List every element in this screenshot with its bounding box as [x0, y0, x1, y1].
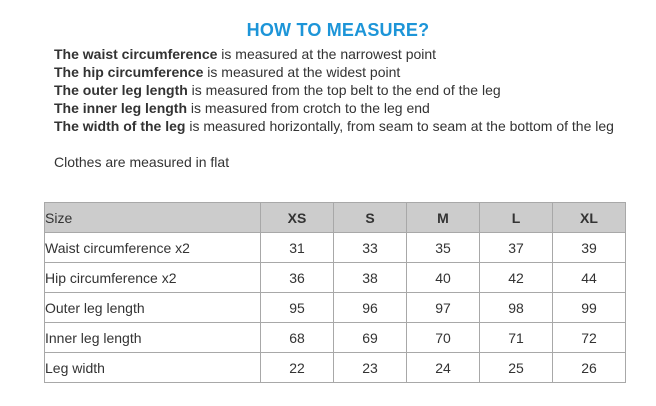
- table-cell: 98: [480, 293, 553, 323]
- table-row: [45, 353, 626, 383]
- measurement-instructions: [54, 45, 614, 135]
- table-cell: 31: [261, 233, 334, 263]
- table-cell: 26: [553, 353, 626, 383]
- instruction-text: is measured horizontally, from seam to seam at the bottom of the leg: [185, 118, 614, 134]
- instruction-text: is measured at the widest point: [203, 64, 401, 80]
- table-header-row: [45, 203, 626, 233]
- row-label: Inner leg length: [45, 323, 261, 353]
- row-label: Waist circumference x2: [45, 233, 261, 263]
- header-size-xl: XL: [553, 203, 626, 233]
- flat-measure-note: Clothes are measured in flat: [54, 154, 230, 170]
- table-row: [45, 263, 626, 293]
- instruction-inner-leg: [54, 99, 614, 117]
- table-cell: 71: [480, 323, 553, 353]
- table-row: [45, 323, 626, 353]
- table-cell: 33: [334, 233, 407, 263]
- header-size-s: S: [334, 203, 407, 233]
- size-chart-table: [44, 202, 626, 383]
- table-cell: 37: [480, 233, 553, 263]
- table-cell: 23: [334, 353, 407, 383]
- table-cell: 44: [553, 263, 626, 293]
- instruction-term: The inner leg length: [54, 100, 188, 116]
- instruction-term: The outer leg length: [54, 82, 188, 98]
- page-title: HOW TO MEASURE?: [246, 20, 430, 40]
- table-cell: 95: [261, 293, 334, 323]
- row-label: Outer leg length: [45, 293, 261, 323]
- table-cell: 42: [480, 263, 553, 293]
- table-cell: 39: [553, 233, 626, 263]
- table-cell: 36: [261, 263, 334, 293]
- table-row: [45, 293, 626, 323]
- table-cell: 68: [261, 323, 334, 353]
- instruction-text: is measured at the narrowest point: [217, 46, 437, 62]
- table-cell: 38: [334, 263, 407, 293]
- instruction-text: is measured from the top belt to the end of the leg: [187, 82, 501, 98]
- table-cell: 35: [407, 233, 480, 263]
- table-cell: 24: [407, 353, 480, 383]
- header-size-m: M: [407, 203, 480, 233]
- instruction-text: is measured from crotch to the leg end: [187, 100, 430, 116]
- table-row: [45, 233, 626, 263]
- table-cell: 96: [334, 293, 407, 323]
- table-cell: 72: [553, 323, 626, 353]
- table-cell: 40: [407, 263, 480, 293]
- table-cell: 69: [334, 323, 407, 353]
- instruction-term: The width of the leg: [54, 118, 186, 134]
- header-size-label: Size: [45, 203, 261, 233]
- row-label: Hip circumference x2: [45, 263, 261, 293]
- header-size-l: L: [480, 203, 553, 233]
- instruction-term: The hip circumference: [54, 64, 204, 80]
- instruction-leg-width: [54, 117, 614, 135]
- table-cell: 25: [480, 353, 553, 383]
- instruction-waist: [54, 45, 614, 63]
- instruction-term: The waist circumference: [54, 46, 218, 62]
- table-cell: 99: [553, 293, 626, 323]
- table-cell: 22: [261, 353, 334, 383]
- header-size-xs: XS: [261, 203, 334, 233]
- table-cell: 97: [407, 293, 480, 323]
- instruction-hip: [54, 63, 614, 81]
- instruction-outer-leg: [54, 81, 614, 99]
- row-label: Leg width: [45, 353, 261, 383]
- table-cell: 70: [407, 323, 480, 353]
